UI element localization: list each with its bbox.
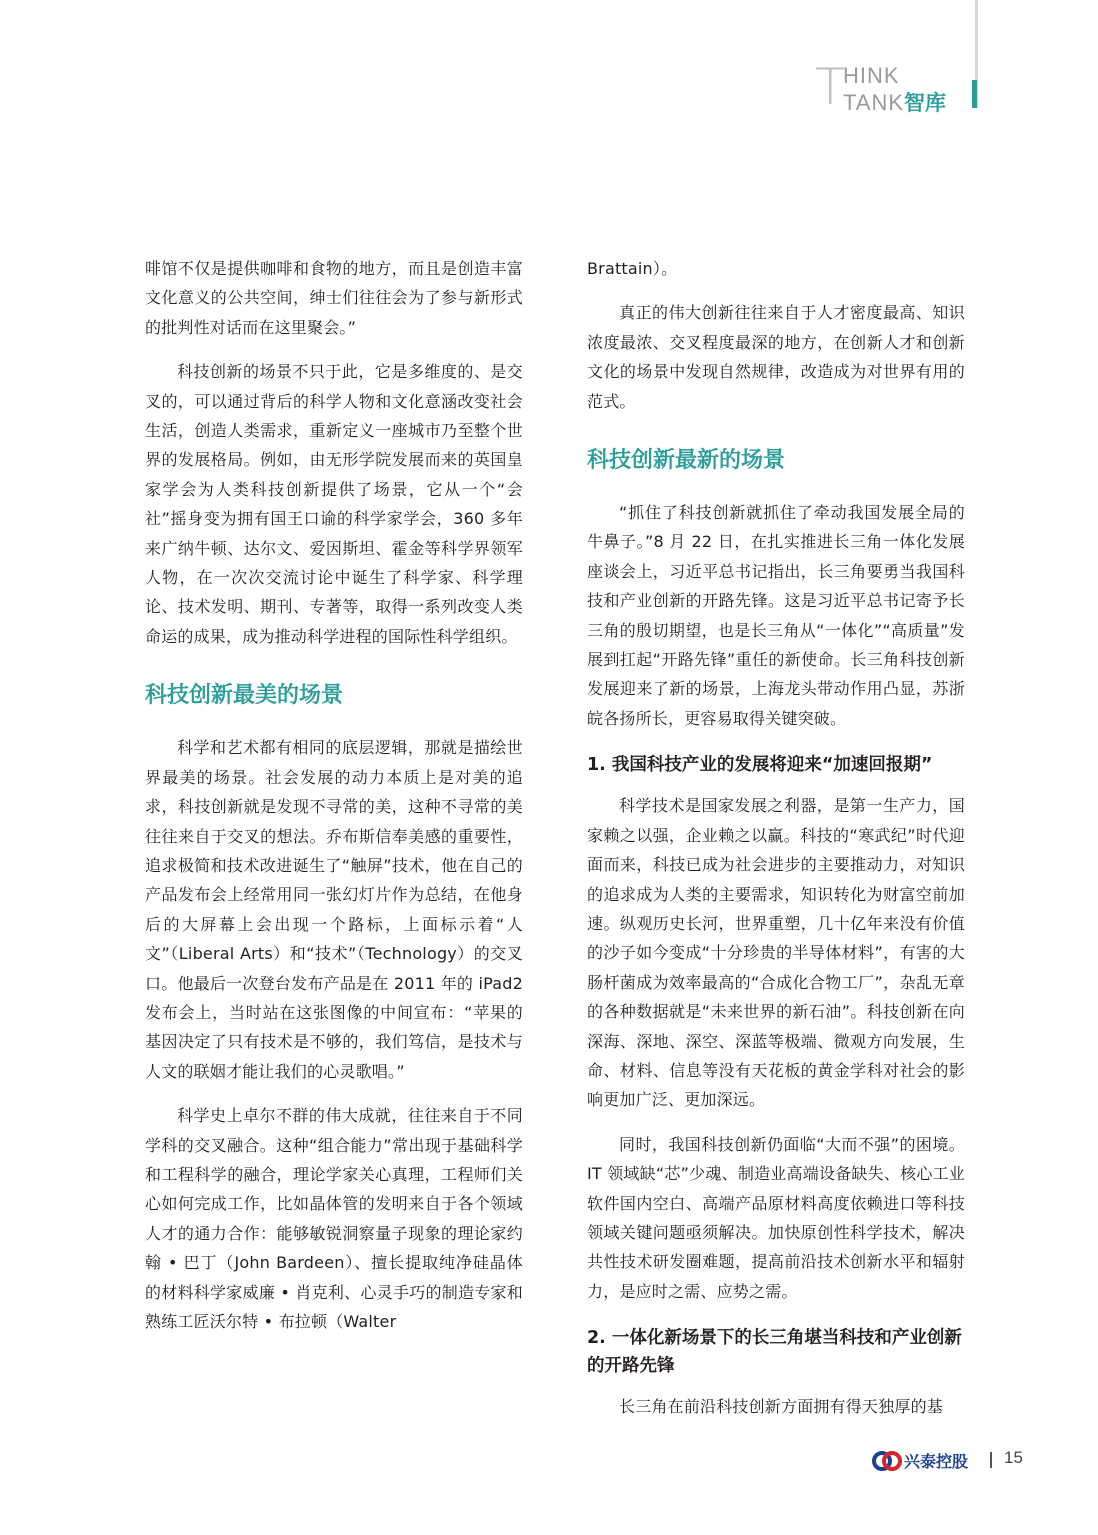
- footer-divider: [990, 1452, 992, 1468]
- page-footer: [872, 1447, 1062, 1475]
- section-heading: 科技创新最新的场景: [587, 448, 786, 474]
- paragraph: 长三角在前沿科技创新方面拥有得天独厚的基: [619, 1397, 944, 1417]
- paragraph: Brattain）。: [587, 259, 678, 278]
- masthead-line2-en: TANK: [843, 90, 905, 115]
- masthead-line1: HINK: [843, 63, 900, 88]
- paragraph: 科学和艺术都有相同的底层逻辑，那就是描绘世界最美的场景。社会发展的动力本质上是对美的追求，科技创新就是发现不寻常的美，这种不寻常的美往往来自于交叉的想法。乔布斯信奉美感的重要性，追求极简和技术改进诞生了“触屏”技术，他在自己的产品发布会上经常用同一张幻灯片作为总结，在他身后的大屏幕上会出现一个路标，上面标示着“人文”（Liberal Arts）和“技术”（Technology）的交叉口。他最后一次登台发布产品是在 2011 年的 iPad2 发布会上，当时站在这张图像的中间宣布：“苹果的基因决定了只有技术是不够的，我们笃信，是技术与人文的联姻才能让我们的心灵歌唱。”: [145, 738, 523, 1081]
- paragraph: 科学技术是国家发展之利器，是第一生产力，国家赖之以强，企业赖之以赢。科技的“寒武纪”时代迎面而来，科技已成为社会进步的主要推动力，对知识的追求成为人类的主要需求，知识转化为财富空前加速。纵观历史长河，世界重塑，几十亿年来没有价值的沙子如今变成“十分珍贵的半导体材料”，有害的大肠杆菌成为效率最高的“合成化合物工厂”，杂乱无章的各种数据就是“未来世界的新石油”。科技创新在向深海、深地、深空、深蓝等极端、微观方向发展，生命、材料、信息等没有天花板的黄金学科对社会的影响更加广泛、更加深远。: [587, 796, 965, 1110]
- paragraph: 啡馆不仅是提供咖啡和食物的地方，而且是创造丰富文化意义的公共空间，绅士们往往会为了参与新形式的批判性对话而在这里聚会。”: [145, 259, 523, 337]
- subsection-heading: 1. 我国科技产业的发展将迎来“加速回报期”: [587, 755, 933, 776]
- section-heading: 科技创新最美的场景: [145, 683, 344, 709]
- right-column: [587, 254, 965, 1437]
- masthead-line2: [843, 87, 946, 117]
- paragraph: 科技创新的场景不只于此，它是多维度的、是交叉的，可以通过背后的科学人物和文化意涵改变社会生活，创造人类需求，重新定义一座城市乃至整个世界的发展格局。例如，由无形学院发展而来的英国皇家学会为人类科技创新提供了场景，它从一个“会社”摇身变为拥有国王口谕的科学家学会，360 多年来广纳牛顿、达尔文、爱因斯坦、霍金等科学界领军人物，在一次次交流讨论中诞生了科学家、科学理论、技术发明、期刊、专著等，取得一系列改变人类命运的成果，成为推动科学进程的国际性科学组织。: [145, 362, 523, 646]
- masthead-cn: 智库: [904, 92, 947, 115]
- masthead-big-t: T: [815, 58, 846, 116]
- think-tank-masthead: [815, 58, 970, 116]
- paragraph: “抓住了科技创新就抓住了牵动我国发展全局的牛鼻子。”8 月 22 日，在扎实推进长三角一体化发展座谈会上，习近平总书记指出，长三角要勇当我国科技和产业创新的开路先锋。这是习近平总书记寄予长三角的殷切期望，也是长三角从“一体化”“高质量”发展到扛起“开路先锋”重任的新使命。长三角科技创新发展迎来了新的场景，上海龙头带动作用凸显，苏浙皖各扬所长，更容易取得关键突破。: [587, 503, 965, 728]
- page-number: 15: [1004, 1448, 1023, 1467]
- company-logo-text: 兴泰控股: [904, 1452, 969, 1471]
- accent-bar: [972, 80, 977, 108]
- subsection-heading: 2. 一体化新场景下的长三角堪当科技和产业创新的开路先锋: [587, 1328, 962, 1377]
- paragraph: 同时，我国科技创新仍面临“大而不强”的困境。IT 领域缺“芯”少魂、制造业高端设备缺失、核心工业软件国内空白、高端产品原材料高度依赖进口等科技领域关键问题亟须解决。加快原创性科学技术，解决共性技术研发圈难题，提高前沿技术创新水平和辐射力，是应时之需、应势之需。: [587, 1134, 965, 1301]
- paragraph: 科学史上卓尔不群的伟大成就，往往来自于不同学科的交叉融合。这种“组合能力”常出现于基础科学和工程科学的融合，理论学家关心真理，工程师们关心如何完成工作，比如晶体管的发明来自于各个领域人才的通力合作：能够敏锐洞察量子现象的理论家约翰 • 巴丁（John Bardeen）、擅长提取纯净硅晶体的材料科学家威廉 • 肖克利、心灵手巧的制造专家和熟练工匠沃尔特 • 布拉顿（Walter: [145, 1106, 523, 1331]
- company-logo-icon: [872, 1447, 902, 1475]
- left-column: [145, 254, 523, 1351]
- paragraph: 真正的伟大创新往往来自于人才密度最高、知识浓度最浓、交叉程度最深的地方，在创新人才和创新文化的场景中发现自然规律，改造成为对世界有用的范式。: [587, 303, 965, 411]
